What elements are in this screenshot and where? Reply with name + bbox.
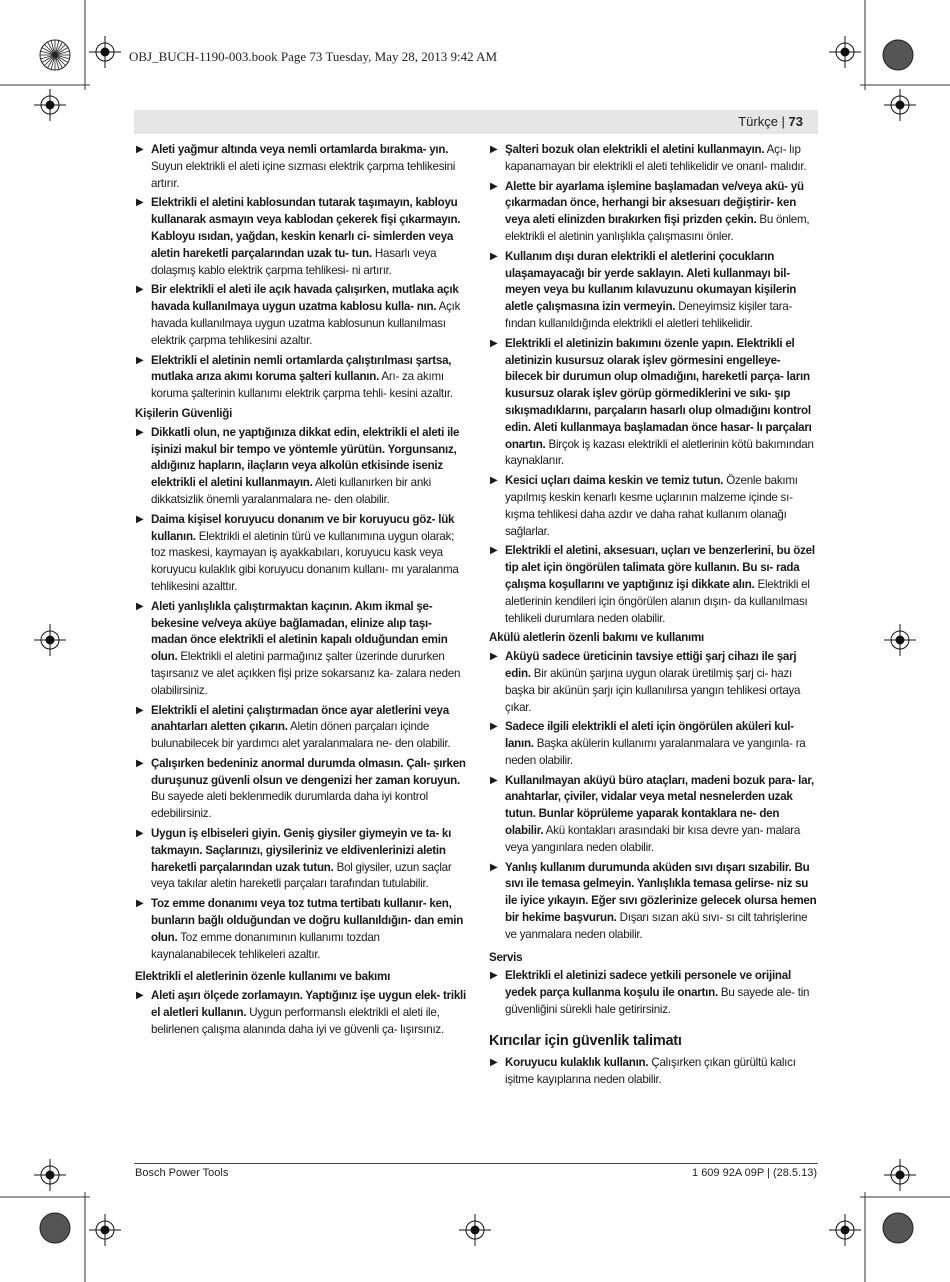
bullet-arrow-icon: ▶: [490, 1056, 498, 1068]
item-explanation: Akü kontakları arasındaki bir kısa devre yan- malara veya yangınlara neden olabilir.: [505, 824, 801, 854]
item-explanation: Suyun elektrikli el aleti içine sızması elektrik çarpma tehlikesini artırır.: [151, 159, 456, 190]
footer-doc-number: 1 609 92A 09P | (28.5.13): [692, 1167, 817, 1179]
list-item: [489, 1055, 819, 1089]
header-bar: [134, 110, 818, 134]
list-item: [489, 719, 819, 769]
registration-crosshair-icon: [34, 89, 66, 121]
bullet-arrow-icon: ▶: [136, 704, 144, 716]
item-instruction: Şalteri bozuk olan elektrikli el aletini kullanmayın.: [505, 143, 765, 156]
registration-crosshair-icon: [89, 1214, 121, 1246]
item-instruction: Toz emme donanımı veya toz tutma tertibatı kullanır- ken, bunların bağlı olduğundan ve doğru kullanıldığın- dan emin olun.: [151, 897, 464, 944]
item-explanation: Deneyimsiz kişiler tara- fından kullanıldığında elektrikli el aletleri tehlikelidir.: [505, 300, 793, 330]
right-list-breaker-safety: [489, 1055, 819, 1089]
bullet-arrow-icon: ▶: [136, 757, 144, 769]
item-instruction: Elektrikli el aletinizi sadece yetkili personele ve orijinal yedek parça kullanma koşulu ile onartın.: [505, 969, 791, 1000]
list-item: [489, 473, 819, 540]
item-instruction: Daima kişisel koruyucu donanım ve bir koruyucu göz- lük kullanın.: [151, 512, 455, 543]
item-explanation: Arı- za akımı koruma şalterinin kullanımı elektrik çarpma tehli- kesini azaltır.: [151, 370, 453, 401]
item-explanation: Bu sayede ale- tin güvenliğini sürekli hale getirirsiniz.: [505, 986, 810, 1017]
heading-breaker-safety: Kırıcılar için güvenlik talimatı: [489, 1032, 682, 1049]
bullet-arrow-icon: ▶: [490, 970, 498, 982]
registration-crosshair-icon: [829, 1214, 861, 1246]
page-number: 73: [788, 114, 803, 129]
bullet-arrow-icon: ▶: [490, 774, 498, 786]
bullet-arrow-icon: ▶: [490, 337, 498, 349]
heading-service: Servis: [489, 950, 523, 964]
bullet-arrow-icon: ▶: [136, 197, 144, 209]
bullet-arrow-icon: ▶: [490, 651, 498, 663]
bullet-arrow-icon: ▶: [136, 426, 144, 438]
item-explanation: Bol giysiler, uzun saçlar veya takılar aletin hareketli parçaları tarafından tutulabilir.: [151, 860, 452, 891]
bullet-arrow-icon: ▶: [136, 513, 144, 525]
list-item: [135, 756, 467, 823]
color-target-icon: [40, 1213, 70, 1243]
heading-tool-use: Elektrikli el aletlerinin özenle kullanımı ve bakımı: [135, 970, 391, 984]
bullet-arrow-icon: ▶: [490, 144, 498, 155]
item-explanation: Başka akülerin kullanımı yaralanmalara ve yangınla- ra neden olabilir.: [505, 737, 806, 767]
list-item: [135, 703, 467, 753]
item-explanation: Aletin dönen parçaları içinde bulunabilecek bir yardımcı alet yaralanmalara ne- den olabilir.: [151, 720, 451, 751]
list-item: [489, 336, 819, 470]
list-item: [135, 988, 467, 1038]
registration-crosshair-icon: [89, 36, 121, 68]
bullet-arrow-icon: ▶: [490, 180, 498, 192]
list-item: [489, 968, 819, 1018]
bullet-arrow-icon: ▶: [136, 284, 144, 296]
item-instruction: Elektrikli el aletini çalıştırmadan önce ayar aletlerini veya anahtarları aletten çıkarın.: [151, 703, 449, 734]
item-instruction: Kullanılmayan aküyü büro ataçları, madeni bozuk para- lar, anahtarlar, çiviler, vidalar veya metal nesnelerden uzak tutun. Bunlar köprüleme yaparak kontaklara ne- den olabilir.: [505, 773, 814, 838]
left-column: [135, 142, 467, 1042]
item-instruction: Koruyucu kulaklık kullanın.: [505, 1055, 649, 1069]
list-item: [489, 179, 819, 246]
item-instruction: Sadece ilgili elektrikli el aleti için öngörülen aküleri kul- lanın.: [505, 720, 794, 751]
item-explanation: Açık havada kullanılmaya uygun uzatma kablosunun kullanılması elektrik çarpma tehlikesini azaltır.: [151, 300, 461, 347]
list-item: [135, 282, 467, 349]
right-list-tool-use: [489, 142, 819, 627]
list-item: [489, 649, 819, 716]
item-instruction: Yanlış kullanım durumunda aküden sıvı dışarı sızabilir. Bu sıvı ile temasa gelmeyin. Yanlışlıkla temasa gelirse- niz su ile iyice yıkayın. Eğer sıvı gözlerinize gelecek olursa hemen bir hekime başvurun.: [505, 860, 817, 925]
list-item: [135, 599, 467, 700]
registration-crosshair-icon: [34, 1159, 66, 1191]
bullet-arrow-icon: ▶: [490, 545, 498, 557]
item-explanation: Bu sayede aleti beklenmedik durumlarda daha iyi kontrol edebilirsiniz.: [151, 790, 428, 821]
list-item: [489, 543, 819, 627]
bullet-arrow-icon: ▶: [490, 721, 498, 733]
item-instruction: Uygun iş elbiseleri giyin. Geniş giysiler giymeyin ve ta- kı takmayın. Saçlarınızı, giysileriniz ve eldivenlerinizi aletin hareketli parçalarından uzak tutun.: [151, 827, 452, 874]
bullet-arrow-icon: ▶: [136, 600, 144, 612]
item-explanation: Uygun performanslı elektrikli el aleti ile, belirlenen çalışma alanında daha iyi ve güvenli ça- lışırsınız.: [151, 1006, 444, 1036]
list-item: [135, 826, 467, 893]
bullet-arrow-icon: ▶: [136, 144, 144, 155]
registration-crosshair-icon: [459, 1214, 491, 1246]
item-instruction: Alette bir ayarlama işlemine başlamadan ve/veya akü- yü çıkarmadan önce, herhangi bir aksesuarı değiştirir- ken veya aleti elinizden bırakırken fişi prizden çekin.: [505, 179, 804, 227]
page-header: [738, 114, 803, 129]
bullet-arrow-icon: ▶: [490, 861, 498, 873]
color-target-icon: [883, 40, 913, 70]
footer-brand: Bosch Power Tools: [135, 1167, 229, 1179]
heading-personal-safety: Kişilerin Güvenliği: [135, 406, 233, 420]
header-separator: |: [777, 114, 789, 129]
item-instruction: Elektrikli el aletinin nemli ortamlarda çalıştırılması şartsa, mutlaka arıza akımı koruma şalteri kullanın.: [151, 353, 452, 384]
color-target-icon: [883, 1213, 913, 1243]
item-instruction: Aleti aşırı ölçede zorlamayın. Yaptığınız işe uygun elek- trikli el aletleri kullanın.: [151, 989, 466, 1020]
footer-rule: [134, 1163, 818, 1164]
item-instruction: Aleti yağmur altında veya nemli ortamlarda bırakma- yın.: [151, 143, 449, 156]
item-explanation: Açı- lıp kapanamayan bir elektrikli el aleti tehlikelidir ve onarıl- malıdır.: [505, 143, 807, 173]
list-item: [489, 773, 819, 857]
item-explanation: Elektrikli el aletlerinin kendileri için öngörülen alanın dışın- da kullanılması tehlikeli durumlara neden olabilir.: [505, 577, 810, 625]
item-explanation: Birçok iş kazası elektrikli el aletlerinin kötü bakımından kaynaklanır.: [505, 437, 814, 468]
bullet-arrow-icon: ▶: [136, 354, 144, 366]
left-list-tool-use: [135, 988, 467, 1038]
right-list-service: [489, 968, 819, 1018]
item-explanation: Hasarlı veya dolaşmış kablo elektrik çarpma tehlikesi- ni artırır.: [151, 246, 437, 277]
item-instruction: Elektrikli el aletini kablosundan tutarak taşımayın, kabloyu kullanarak asmayın veya kablodan çekerek fişi çıkarmayın. Kabloyu ısıdan, yağdan, keskin kenarlı ci- simlerden veya aletin hareketli parçalarından uzak tu- tun.: [151, 196, 461, 260]
registration-crosshair-icon: [884, 89, 916, 121]
left-list-personal-safety: [135, 425, 467, 964]
item-instruction: Kullanım dışı duran elektrikli el aletlerini çocukların ulaşamayacağı bir yerde saklayın. Aleti kullanmayı bil- meyen veya bu kullanım kılavuzunu okumayan kişilerin aletle çalışmasına izin vermeyin.: [505, 249, 797, 314]
item-instruction: Dikkatli olun, ne yaptığınıza dikkat edin, elektrikli el aleti ile işinizi makul bir tempo ve yöntemle yürütün. Yorgunsanız, aldığınız hapların, ilaçların veya alkolün etkisinde iseniz elektrikli el aletini kullanmayın.: [151, 425, 460, 490]
item-instruction: Çalışırken bedeniniz anormal durumda olmasın. Çalı- şırken duruşunuz güvenli olsun ve dengenizi her zaman koruyun.: [151, 756, 466, 787]
item-instruction: Elektrikli el aletinizin bakımını özenle yapın. Elektrikli el aletinizin kusursuz olarak işlev görmesini engelleye- bilecek bir durumun olup olmadığını, hareketli parça- ların kusursuz olarak işlev görüp görmediklerini ve sıkı- şıp sıkışmadıklarını, parçaların hasarlı olup olmadığını kontrol edin. Aleti kullanmaya başlamadan önce hasar- lı parçaları onartın.: [505, 336, 812, 451]
list-item: [135, 425, 467, 509]
bullet-arrow-icon: ▶: [490, 250, 498, 262]
list-item: [135, 512, 467, 596]
list-item: [489, 249, 819, 333]
list-item: [135, 896, 467, 963]
item-explanation: Bir akünün şarjına uygun olarak üretilmiş şarj ci- hazı başka bir akünün şarjı için kullanılırsa yangın tehlikesi ortaya çıkar.: [505, 666, 801, 714]
item-explanation: Özenle bakımı yapılmış keskin kenarlı kesme uçlarının malzeme içinde sı- kışma tehlikesi daha azdır ve daha rahat kullanım olanağı sağlarlar.: [505, 474, 798, 538]
left-list-work-area: [135, 142, 467, 403]
list-item: [135, 142, 467, 192]
item-explanation: Bu önlem, elektrikli el aletinin yanlışlıkla çalışmasını önler.: [505, 213, 810, 243]
registration-crosshair-icon: [884, 1159, 916, 1191]
bullet-arrow-icon: ▶: [136, 898, 144, 910]
header-language: Türkçe: [738, 114, 778, 129]
bullet-arrow-icon: ▶: [490, 475, 498, 487]
list-item: [489, 142, 819, 176]
item-explanation: Toz emme donanımının kullanımı tozdan kaynalanabilecek tehlikeleri azaltır.: [151, 930, 380, 961]
right-list-battery-care: [489, 649, 819, 944]
right-column: [489, 142, 819, 1091]
item-instruction: Bir elektrikli el aleti ile açık havada çalışırken, mutlaka açık havada kullanılmaya uygun uzatma kablosu kulla- nın.: [151, 283, 459, 314]
list-item: [489, 860, 819, 944]
color-target-icon: [40, 40, 70, 70]
registration-crosshair-icon: [884, 624, 916, 656]
bullet-arrow-icon: ▶: [136, 828, 144, 840]
bullet-arrow-icon: ▶: [136, 990, 144, 1002]
list-item: [135, 353, 467, 403]
registration-crosshair-icon: [34, 624, 66, 656]
item-instruction: Aleti yanlışlıkla çalıştırmaktan kaçının. Akım ikmal şe- bekesine ve/veya aküye bağlamadan, elinize alıp taşı- madan önce elektrikli el aletinin kapalı olduğundan emin olun.: [151, 599, 448, 664]
item-explanation: Çalışırken çıkan gürültü kalıcı işitme kayıplarına neden olabilir.: [505, 1055, 796, 1086]
item-explanation: Elektrikli el aletinin türü ve kullanımına uygun olarak; toz maskesi, kaymayan iş ayakkabıları, koruyucu kask veya koruyucu kulaklık gibi koruyucu donanım kullanı- mı yaralanma tehlikesini azalttır.: [151, 529, 459, 593]
registration-crosshair-icon: [829, 36, 861, 68]
item-explanation: Dışarı sızan akü sıvı- sı cilt tahrişlerine ve yanmalara neden olabilir.: [505, 911, 808, 941]
item-explanation: Aleti kullanırken bir anki dikkatsizlik önemli yaralanmalara ne- den olabilir.: [151, 476, 431, 506]
item-explanation: Elektrikli el aletini parmağınız şalter üzerinde dururken taşırsanız ve alet açıkken fişi prize sokarsanız ka- zalara neden olabilirsiniz.: [151, 650, 461, 697]
heading-battery-care: Akülü aletlerin özenli bakımı ve kullanımı: [489, 631, 705, 645]
item-instruction: Kesici uçları daima keskin ve temiz tutun.: [505, 474, 724, 488]
item-instruction: Elektrikli el aletini, aksesuarı, uçları ve benzerlerini, bu özel tip alet için öngörülen talimata göre kullanın. Bu sı- rada çalışma koşullarını ve yaptığınız işi dikkate alın.: [505, 544, 815, 591]
list-item: [135, 195, 467, 279]
print-slug: OBJ_BUCH-1190-003.book Page 73 Tuesday, May 28, 2013 9:42 AM: [129, 49, 498, 64]
item-instruction: Aküyü sadece üreticinin tavsiye ettiği şarj cihazı ile şarj edin.: [505, 650, 797, 680]
